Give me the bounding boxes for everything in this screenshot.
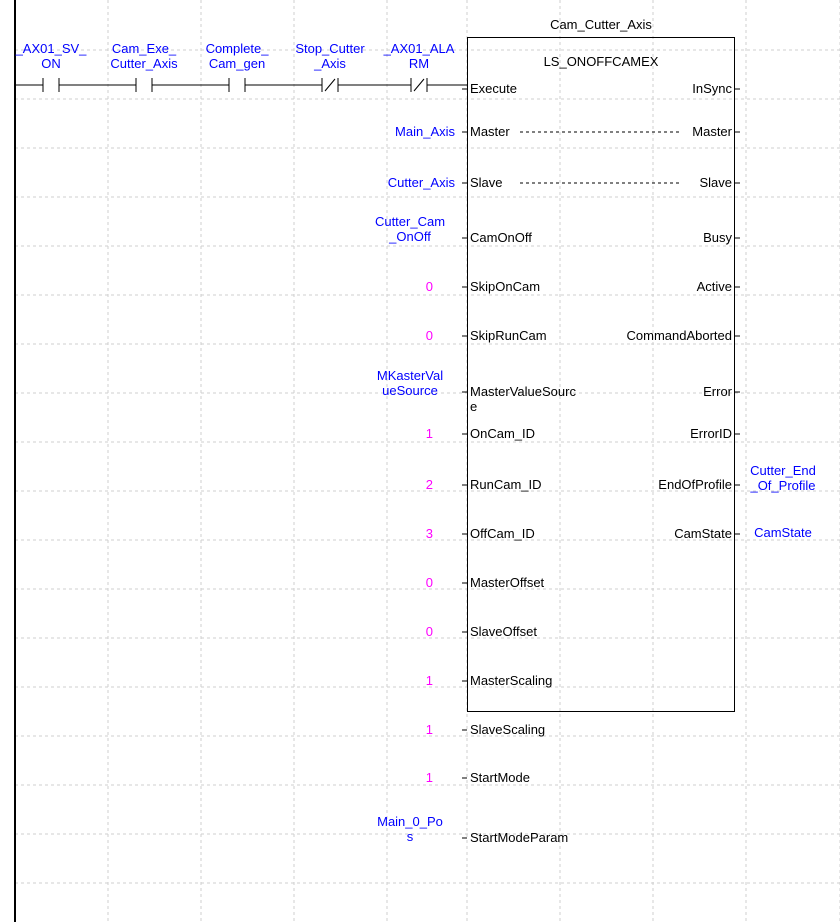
input-pin-oncam_id: OnCam_ID (470, 426, 536, 441)
input-pin-skiponcam: SkipOnCam (470, 279, 541, 294)
input-pin-startmodeparam: StartModeParam (470, 830, 569, 845)
input-pin-masterscaling: MasterScaling (470, 673, 553, 688)
input-variable[interactable]: Cutter_Axis (387, 175, 455, 190)
output-pin-error: Error (703, 384, 732, 399)
input-pin-slaveoffset: SlaveOffset (470, 624, 537, 639)
output-pin-busy: Busy (703, 230, 732, 245)
fb-instance-name[interactable]: Cam_Cutter_Axis (550, 17, 652, 32)
input-constant[interactable]: 1 (425, 722, 433, 737)
input-pin-slave: Slave (470, 175, 503, 190)
contact-nc-slash (414, 79, 424, 91)
input-variable[interactable]: MKasterVal ueSource (376, 368, 444, 398)
input-pin-runcam_id: RunCam_ID (470, 477, 542, 492)
contact-label[interactable]: Stop_Cutter _Axis (295, 41, 365, 71)
contact-nc-slash (325, 79, 335, 91)
output-pin-active: Active (696, 279, 732, 294)
contact-label[interactable]: Complete_ Cam_gen (205, 41, 269, 71)
input-constant[interactable]: 2 (425, 477, 433, 492)
input-pin-execute: Execute (470, 81, 517, 96)
contact-label[interactable]: _AX01_SV_ ON (15, 41, 87, 71)
output-pin-camstate: CamState (674, 526, 732, 541)
fb-type-name: LS_ONOFFCAMEX (543, 54, 659, 69)
input-constant[interactable]: 0 (425, 328, 433, 343)
input-constant[interactable]: 3 (425, 526, 433, 541)
left-power-rail (14, 0, 16, 922)
input-pin-masteroffset: MasterOffset (470, 575, 545, 590)
output-variable[interactable]: Cutter_End _Of_Profile (750, 463, 816, 493)
contact-label[interactable]: Cam_Exe_ Cutter_Axis (110, 41, 178, 71)
input-pin-skipruncam: SkipRunCam (470, 328, 547, 343)
input-pin-startmode: StartMode (470, 770, 530, 785)
output-variable[interactable]: CamState (754, 525, 812, 540)
input-pin-offcam_id: OffCam_ID (470, 526, 535, 541)
output-pin-slave: Slave (699, 175, 732, 190)
input-constant[interactable]: 1 (425, 673, 433, 688)
input-constant[interactable]: 0 (425, 575, 433, 590)
output-pin-endofprofile: EndOfProfile (658, 477, 732, 492)
contact-label[interactable]: _AX01_ALA RM (383, 41, 455, 71)
output-pin-insync: InSync (692, 81, 732, 96)
input-constant[interactable]: 1 (425, 426, 433, 441)
output-pin-master: Master (692, 124, 732, 139)
input-constant[interactable]: 0 (425, 624, 433, 639)
input-pin-camonoff: CamOnOff (470, 230, 532, 245)
input-variable[interactable]: Main_0_Po s (377, 814, 443, 844)
input-constant[interactable]: 1 (425, 770, 433, 785)
input-variable[interactable]: Cutter_Cam _OnOff (374, 214, 446, 244)
input-variable[interactable]: Main_Axis (395, 124, 455, 139)
output-pin-errorid: ErrorID (690, 426, 732, 441)
input-pin-master: Master (470, 124, 510, 139)
input-pin-slavescaling: SlaveScaling (470, 722, 546, 737)
output-pin-commandaborted: CommandAborted (626, 328, 732, 343)
input-pin-mastervaluesource: MasterValueSourc e (470, 384, 576, 414)
input-constant[interactable]: 0 (425, 279, 433, 294)
